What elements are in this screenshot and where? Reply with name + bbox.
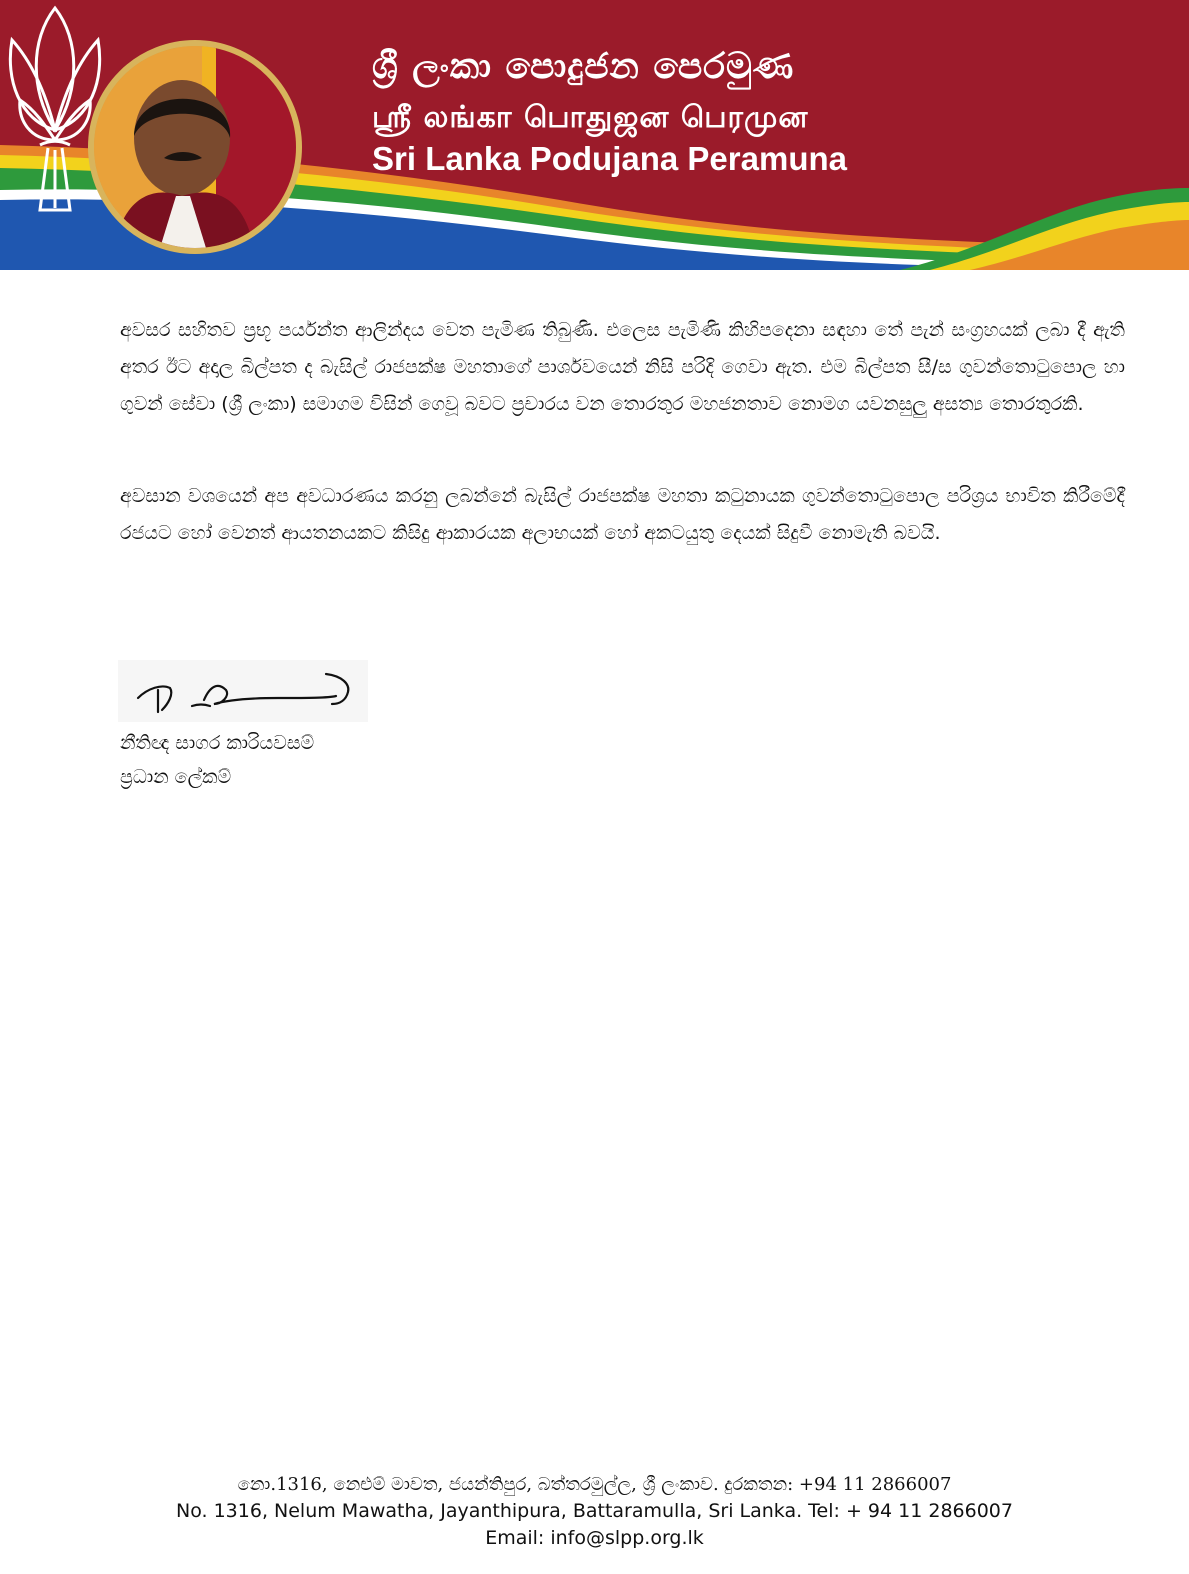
body-paragraph-2: අවසාන වශයෙන් අප අවධාරණය කරනු ලබන්නේ බැසිල් රාජපක්ෂ මහතා කටුනායක ගුවන්තොටුපොල පරිශ්‍රය භාවිත කිරීමේදී රජයට හෝ වෙනත් ආයතනයකට කිසිදු ආකාරයක අලාභයක් හෝ අකටයුතු දෙයක් සිදුවී නොමැති බවයි. [120, 485, 1125, 544]
party-name-english: Sri Lanka Podujana Peramuna [372, 140, 847, 177]
letterhead-banner [0, 0, 1189, 270]
party-name-tamil: ஸ்ரீ லங்கா பொதுஜன பெரமுன [372, 100, 809, 135]
party-name-sinhala: ශ්‍රී ලංකා පොදුජන පෙරමුණ [372, 46, 795, 87]
signatory-name: නීතිඥ සාගර කාරියවසම් [120, 732, 315, 754]
footer-email: Email: info@slpp.org.lk [485, 1527, 704, 1549]
leader-portrait [88, 40, 302, 254]
signatory-block [120, 726, 314, 794]
lotus-icon [0, 0, 110, 215]
signature [118, 660, 368, 722]
body-paragraph-1: අවසර සහිතව ප්‍රභූ පර්යන්ත ආලින්දය වෙත පැමිණ තිබුණි. එලෙස පැමිණි කිහිපදෙනා සඳහා තේ පැන් සංග්‍රහයක් ලබා දී ඇති අතර ඊට අදාල බිල්පත ද බැසිල් රාජපක්ෂ මහතාගේ පාර්ශවයෙන් නිසි පරිදි ගෙවා ඇත. එම බිල්පත සී/ස ගුවන්තොටුපොල හා ගුවන් සේවා (ශ්‍රී ලංකා) සමාගම විසින් ගෙවූ බවට ප්‍රචාරය වන තොරතුර මහජනතාව නොමග යවනසුලු අසත්‍ය තොරතුරකි. [120, 319, 1125, 415]
footer-address-sinhala: නො.1316, නෙළුම් මාවත, ජයන්තිපුර, බත්තරමුල්ල, ශ්‍රී ලංකාව. දුරකතන: +94 11 2866007 [237, 1474, 952, 1495]
signatory-title: ප්‍රධාන ලේකම් [120, 766, 232, 788]
footer-address-english: No. 1316, Nelum Mawatha, Jayanthipura, Battaramulla, Sri Lanka. Tel: + 94 11 2866007 [176, 1500, 1013, 1522]
